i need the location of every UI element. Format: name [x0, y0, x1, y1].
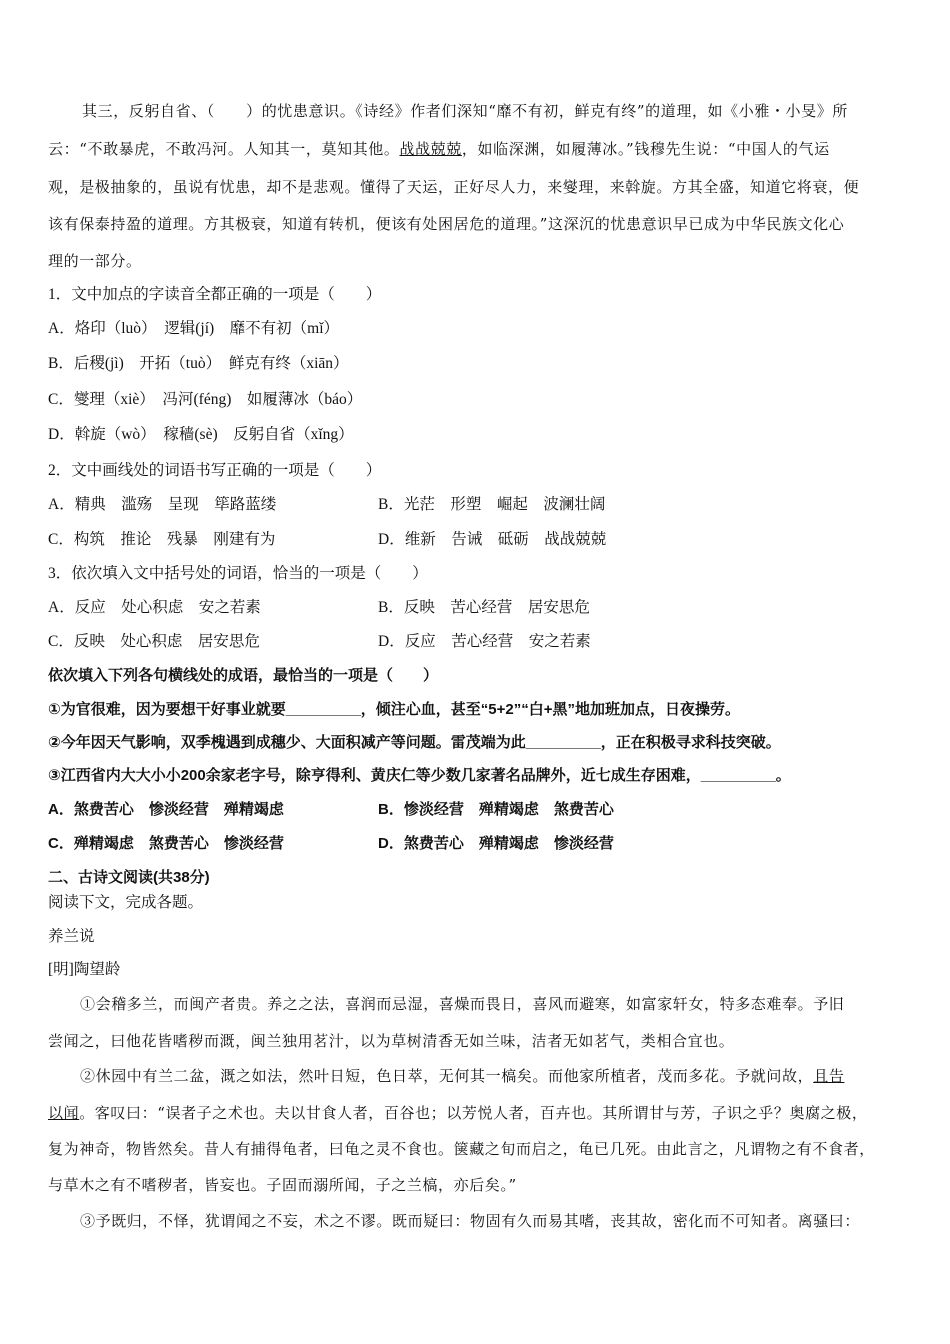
q4-sentence-1: ①为官很难，因为要想干好事业就要_________，倾注心血，甚至“5+2”“白+黑”地加班加点，日夜操劳。 [48, 701, 740, 718]
section-heading: 二、古诗文阅读(共38分) [48, 869, 210, 886]
section-instruction: 阅读下文，完成各题。 [48, 894, 204, 911]
q1-option-b: B．后稷(jì) 开拓（tuò） 鲜克有终（xiān） [48, 355, 349, 372]
q3-option-a: A．反应 处心积虑 安之若素 [48, 599, 261, 616]
q2-option-d: D．维新 告诫 砥砺 战战兢兢 [378, 531, 607, 548]
passage1-line-2 [48, 139, 830, 159]
q4-option-a: A．煞费苦心 惨淡经营 殚精竭虑 [48, 801, 284, 818]
passage2-p2-line-1 [80, 1066, 844, 1086]
underlined-phrase: 且告 [813, 1067, 845, 1085]
q3-option-c: C．反映 处心积虑 居安思危 [48, 633, 260, 650]
q2-option-c: C．构筑 推论 残暴 刚建有为 [48, 531, 276, 548]
q2-option-a: A．精典 滥殇 呈现 筚路蓝缕 [48, 496, 277, 513]
q4-option-b: B．惨淡经营 殚精竭虑 煞费苦心 [378, 801, 614, 818]
passage2-p2-line-3: 复为神奇，物皆然矣。昔人有捕得龟者，曰龟之灵不食也。箧藏之旬而启之，龟已几死。由此言之，凡谓物之有不食者， [48, 1140, 875, 1158]
passage2-p1-line-2: 尝闻之，曰他花皆嗜秽而溉，闽兰独用茗汁，以为草树清香无如兰味，洁者无如茗气，类相合宜也。 [48, 1032, 735, 1050]
passage2-p3-line-1: ③予既归，不怿，犹谓闻之不妄，术之不谬。既而疑曰：物固有久而易其嗜，丧其故，密化而不可知者。离骚曰： [80, 1212, 861, 1230]
passage1-line-2b: ，如临深渊，如履薄冰。”钱穆先生说：“中国人的气运 [461, 140, 830, 158]
q3-option-b: B．反映 苦心经营 居安思危 [378, 599, 590, 616]
passage1-line-1: 其三，反躬自省、（ ）的忧患意识。《诗经》作者们深知“靡不有初，鲜克有终”的道理，如《小雅・小旻》所 [82, 102, 848, 120]
q1-option-c: C．燮理（xiè） 冯河(féng) 如履薄冰（báo） [48, 391, 363, 408]
essay-title: 养兰说 [48, 928, 95, 945]
passage2-p2-line-4: 与草木之有不嗜秽者，皆妄也。子固而溺所闻，子之兰槁，亦后矣。” [48, 1176, 517, 1194]
q4-sentence-3: ③江西省内大大小小200余家老字号，除亨得利、黄庆仁等少数几家著名品牌外，近七成生存困难，_________。 [48, 767, 791, 784]
passage2-p2-line-2b: 。客叹曰：“误者子之术也。夫以甘食人者，百谷也；以芳悦人者，百卉也。其所谓甘与芳，子识之乎？奥腐之极， [79, 1104, 868, 1122]
q1-option-a: A．烙印（luò） 逻辑(jí) 靡不有初（mǐ） [48, 320, 340, 337]
q4-option-d: D．煞费苦心 殚精竭虑 惨淡经营 [378, 835, 614, 852]
passage1-line-4: 该有保泰持盈的道理。方其极衰，知道有转机，便该有处困居危的道理。”这深沉的忧患意识早已成为中华民族文化心 [48, 215, 845, 233]
passage2-p2-line-1a: ②休园中有兰二盆，溉之如法，然叶日短，色日萃，无何其一槁矣。而他家所植者，茂而多花。予就问故， [80, 1067, 814, 1085]
q4-sentence-2: ②今年因天气影响，双季槐遇到成穗少、大面积减产等问题。雷茂端为此_________，正在积极寻求科技突破。 [48, 734, 781, 751]
q4-stem: 依次填入下列各句横线处的成语，最恰当的一项是（ ） [48, 667, 439, 684]
q3-option-d: D．反应 苦心经营 安之若素 [378, 633, 591, 650]
passage1-line-5: 理的一部分。 [48, 252, 142, 270]
passage1-line-2a: 云：“不敢暴虎，不敢冯河。人知其一，莫知其他。 [48, 140, 400, 158]
underlined-phrase: 以闻 [48, 1104, 80, 1122]
q2-stem: 2．文中画线处的词语书写正确的一项是（ ） [48, 462, 382, 479]
q4-option-c: C．殚精竭虑 煞费苦心 惨淡经营 [48, 835, 284, 852]
q1-stem: 1．文中加点的字读音全都正确的一项是（ ） [48, 286, 382, 303]
q2-option-b: B．光茫 形塑 崛起 波澜壮阔 [378, 496, 606, 513]
q3-stem: 3．依次填入文中括号处的词语，恰当的一项是（ ） [48, 565, 428, 582]
passage2-p1-line-1: ①会稽多兰，而闽产者贵。养之之法，喜润而忌湿，喜燥而畏日，喜风而避寒，如富家轩女，特多态难奉。予旧 [80, 995, 845, 1013]
essay-author: [明]陶望龄 [48, 961, 121, 978]
passage2-p2-line-2 [48, 1103, 867, 1123]
q1-option-d: D．斡旋（wò） 稼穑(sè) 反躬自省（xǐng） [48, 426, 354, 443]
passage1-line-3: 观，是极抽象的，虽说有忧患，却不是悲观。懂得了天运，正好尽人力，来燮理，来斡旋。方其全盛，知道它将衰，便 [48, 178, 860, 196]
underlined-phrase: 战战兢兢 [399, 140, 462, 158]
